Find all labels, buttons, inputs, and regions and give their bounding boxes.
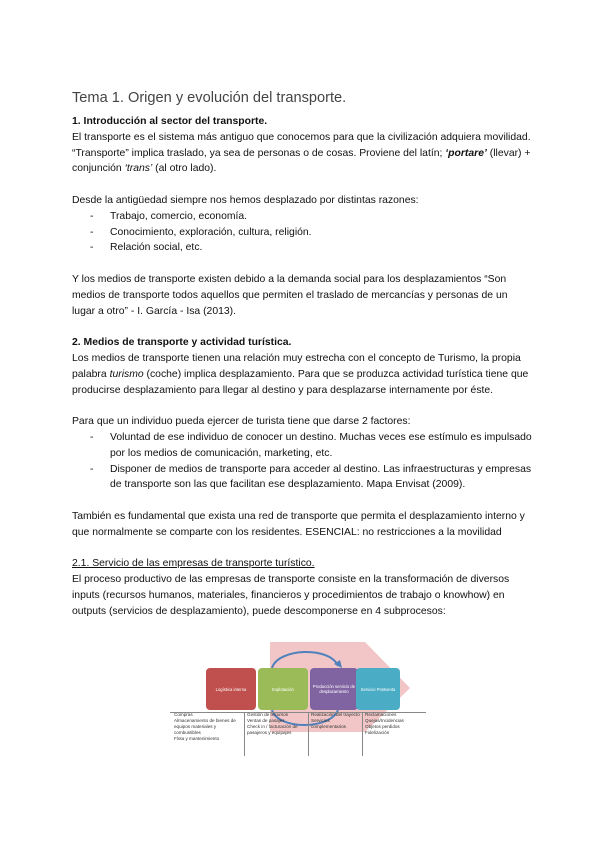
section-1-heading: 1. Introducción al sector del transporte. [72, 116, 268, 127]
table-col-1: Compras Almacenamiento de bienes de equipos materiales y combustibles Flota y mantenimiento [174, 712, 236, 741]
box-produccion: Producción servicio de desplazamiento [310, 668, 358, 710]
table-col-2: Gestión de recursos Ventas de pasajes Check in / facturación de pasajeros y equipajes [244, 712, 309, 756]
list-item: - Relación social, etc. [90, 240, 532, 256]
reasons-list [72, 209, 532, 256]
table-col-3: Realización del trayecto Servicios complementarios [308, 712, 361, 756]
section-2-heading: 2. Medios de transporte y actividad turística. [72, 337, 292, 349]
section-1-paragraph-2: Desde la antigüedad siempre nos hemos desplazado por distintas razones: [72, 194, 419, 206]
list-item: - Trabajo, comercio, economía. [90, 209, 532, 225]
document-title: Tema 1. Origen y evolución del transporte. [72, 90, 347, 106]
section-2-1-heading: 2.1. Servicio de las empresas de transporte turístico. [72, 558, 315, 570]
process-diagram [160, 640, 430, 760]
box-explotacion: Explotación [258, 668, 308, 710]
document-page [72, 88, 532, 620]
box-logistica: Logística interna [206, 668, 256, 710]
section-1-paragraph-1: El transporte es el sistema más antiguo que conocemos para que la civilización adquiera movilidad. “Transporte” implica traslado, ya sea de personas o de cosas. Proviene del latín; ‘portare’ (llevar) + conjunción ‘trans’ (al otro lado). [72, 131, 531, 175]
box-postventa: Servicio Postventa [356, 668, 400, 710]
section-2-paragraph-3: También es fundamental que exista una red de transporte que permita el desplazamiento interno y que normalmente se comparte con los residentes. ESENCIAL: no restricciones a la movilidad [72, 510, 525, 538]
table-col-4: Reclamaciones Quejas/Incidencias Objetos perdidos Fidelización [362, 712, 425, 756]
section-2-paragraph-2: Para que un individuo pueda ejercer de turista tiene que darse 2 factores: [72, 416, 411, 428]
section-1-paragraph-3: Y los medios de transporte existen debido a la demanda social para los desplazamientos “Son medios de transporte todos aquellos que permiten el traslado de mercancías y personas de un lugar a otro” - I. García - Isa (2013). [72, 273, 508, 317]
list-item: - Conocimiento, exploración, cultura, religión. [90, 225, 532, 241]
factors-list [72, 430, 532, 493]
list-item: - Disponer de medios de transporte para acceder al destino. Las infraestructuras y empresas de transporte son las que facilitan ese desplazamiento. Mapa Envisat (2009). [90, 462, 532, 494]
list-item: - Voluntad de ese individuo de conocer un destino. Muchas veces ese estímulo es impulsado por los medios de comunicación, marketing, etc. [90, 430, 532, 462]
section-2-1-paragraph-1: El proceso productivo de las empresas de transporte consiste en la transformación de diversos inputs (recursos humanos, materiales, financieros y procedimientos de trabajo o knowhow) en outputs (servicios de desplazamiento), puede descomponerse en 4 subprocesos: [72, 574, 510, 617]
section-2-paragraph-1: Los medios de transporte tienen una relación muy estrecha con el concepto de Turismo, la propia palabra turismo (coche) implica desplazamiento. Para que se produzca actividad turística tiene que producirse desplazamiento para llegar al destino y para desplazarse internamente por éste. [72, 352, 529, 396]
